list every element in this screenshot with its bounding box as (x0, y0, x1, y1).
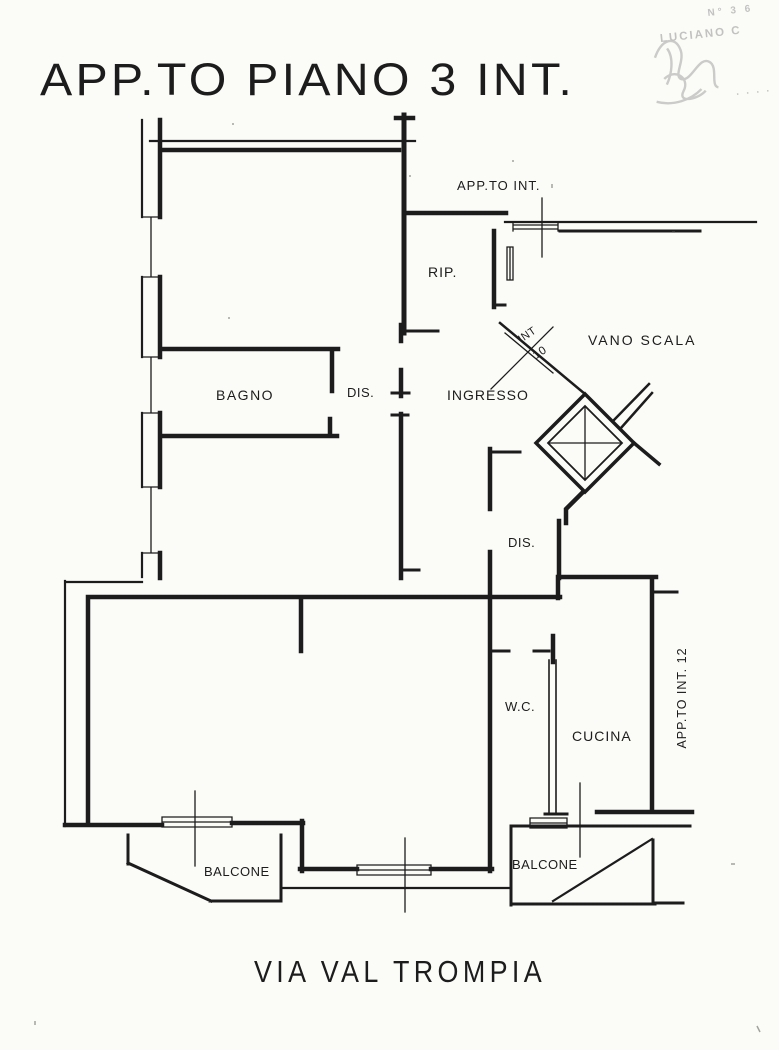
elevator-cross (548, 406, 622, 480)
thin-partition (549, 660, 556, 812)
street-label: VIA VAL TROMPIA (254, 954, 546, 989)
label-vano-scala: VANO SCALA (588, 332, 697, 348)
page-title: APP.TO PIANO 3 INT. (40, 54, 575, 105)
stamp-line3: · · · · (735, 85, 773, 101)
label-ingresso: INGRESSO (447, 387, 529, 403)
stamp-line1: N° 3 6 (707, 3, 754, 19)
room-labels (204, 178, 696, 879)
elevator-shaft (536, 394, 634, 492)
label-dis-lower: DIS. (508, 535, 536, 550)
label-dis-upper: DIS. (347, 385, 375, 400)
label-entrance-int: INT (516, 324, 539, 346)
ink-stamp (647, 2, 772, 109)
label-bagno: BAGNO (216, 387, 275, 403)
label-neighbor-right: APP.TO INT. 12 (675, 647, 689, 749)
stair-diagonal-wall (634, 443, 659, 464)
label-neighbor-top: APP.TO INT. (457, 178, 541, 193)
label-balcone-left: BALCONE (204, 864, 270, 879)
label-entrance-number: 10 (530, 344, 550, 362)
label-cucina: CUCINA (572, 728, 632, 744)
window-and-door-lines (142, 198, 580, 912)
signature-scribble (650, 36, 719, 104)
label-rip: RIP. (428, 264, 458, 280)
stamp-line2: LUCIANO C (659, 24, 743, 46)
label-balcone-right: BALCONE (512, 857, 578, 872)
label-wc: W.C. (505, 699, 536, 714)
walls-layer (65, 115, 756, 912)
